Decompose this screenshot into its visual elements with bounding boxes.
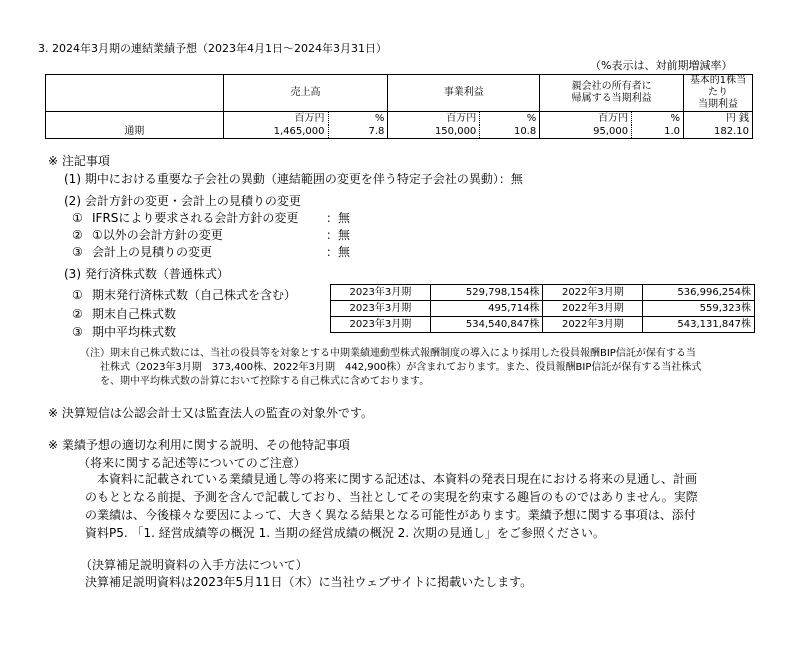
shares-label: ① 期末発行済株式数（自己株式を含む）: [72, 288, 297, 302]
forward-heading: （将来に関する記述等についてのご注意）: [78, 456, 306, 470]
footnote-line: を、期中平均株式数の計算において控除する自己株式に含めております。: [100, 376, 430, 387]
forecast-values-row: [46, 125, 753, 139]
note-3: (3) 発行済株式数（普通株式）: [64, 267, 229, 281]
unit-cell: 百万円: [388, 112, 480, 126]
paragraph-line: の業績は、今後様々な要因によって、大きく異なる結果となる可能性があります。業績予想に関する事項は、添付: [85, 508, 696, 522]
supp-heading: （決算補足説明資料の入手方法について）: [80, 558, 308, 572]
footnote-line: （注）期末自己株式数には、当社の役員等を対象とする中期業績連動型株式報酬制度の導入により採用した役員報酬BIP信託が保有する当: [80, 348, 696, 359]
notes-heading: ※ 注記事項: [48, 154, 110, 168]
forecast-units-row: [46, 112, 753, 126]
note-2: (2) 会計方針の変更・会計上の見積りの変更: [64, 194, 301, 208]
shares-table: [330, 284, 755, 333]
paragraph-line: のもととなる前提、予測を含んで記載しており、当社としてその実現を約束する趣旨のものではありません。実際: [85, 490, 698, 504]
row-label: 通期: [46, 125, 224, 139]
note2-value: ：無: [326, 245, 351, 259]
table-row: 2023年3月期 534,540,847株 2022年3月期 543,131,847株: [331, 317, 755, 333]
value-cell: 1,465,000: [223, 125, 328, 139]
unit-cell: %: [480, 112, 540, 126]
forward-paragraph: [85, 470, 765, 542]
supp-text: 決算補足説明資料は2023年5月11日（木）に当社ウェブサイトに掲載いたします。: [85, 575, 533, 589]
note2-value: ：無: [326, 211, 351, 225]
paragraph-line: 資料P5. 「1. 経営成績等の概況 1. 当期の経営成績の概況 2. 次期の見通し」をご参照ください。: [85, 526, 605, 540]
forecast-note-heading: ※ 業績予想の適切な利用に関する説明、その他特記事項: [48, 438, 350, 452]
forecast-header-row: [46, 75, 753, 112]
unit-cell: 百万円: [223, 112, 328, 126]
value-cell: 1.0: [632, 125, 684, 139]
shares-label: ③ 期中平均株式数: [72, 325, 177, 339]
forecast-table: [45, 74, 753, 139]
header-eps: 基本的1株当たり 当期利益: [684, 75, 753, 112]
unit-cell: %: [632, 112, 684, 126]
note2-item: ② ①以外の会計方針の変更: [72, 228, 223, 242]
table-row: 2023年3月期 495,714株 2022年3月期 559,323株: [331, 301, 755, 317]
note2-value: ：無: [326, 228, 351, 242]
note2-item: ① IFRSにより要求される会計方針の変更: [72, 211, 299, 225]
note2-item: ③ 会計上の見積りの変更: [72, 245, 213, 259]
audit-note: ※ 決算短信は公認会計士又は監査法人の監査の対象外です。: [48, 406, 373, 420]
paragraph-line: 本資料に記載されている業績見通し等の将来に関する記述は、本資料の発表日現在における将来の見通し、計画: [97, 472, 698, 486]
value-cell: 7.8: [328, 125, 388, 139]
value-cell: 182.10: [684, 125, 753, 139]
header-net-profit: 親会社の所有者に 帰属する当期利益: [540, 75, 684, 112]
percent-note: （%表示は、対前期増減率）: [590, 59, 733, 72]
value-cell: 10.8: [480, 125, 540, 139]
value-cell: 95,000: [540, 125, 632, 139]
unit-cell: 百万円: [540, 112, 632, 126]
table-row: 2023年3月期 529,798,154株 2022年3月期 536,996,254株: [331, 285, 755, 301]
footnote-line: 社株式（2023年3月期 373,400株、2022年3月期 442,900株）が含まれております。また、役員報酬BIP信託が保有する当社株式: [100, 362, 702, 373]
header-business-profit: 事業利益: [388, 75, 540, 112]
section-title: 3. 2024年3月期の連結業績予想（2023年4月1日～2024年3月31日）: [38, 42, 387, 55]
unit-cell: 円 銭: [684, 112, 753, 126]
note-1: (1) 期中における重要な子会社の異動（連結範囲の変更を伴う特定子会社の異動）：無: [64, 172, 523, 186]
value-cell: 150,000: [388, 125, 480, 139]
shares-label: ② 期末自己株式数: [72, 307, 177, 321]
header-sales: 売上高: [223, 75, 388, 112]
unit-cell: %: [328, 112, 388, 126]
